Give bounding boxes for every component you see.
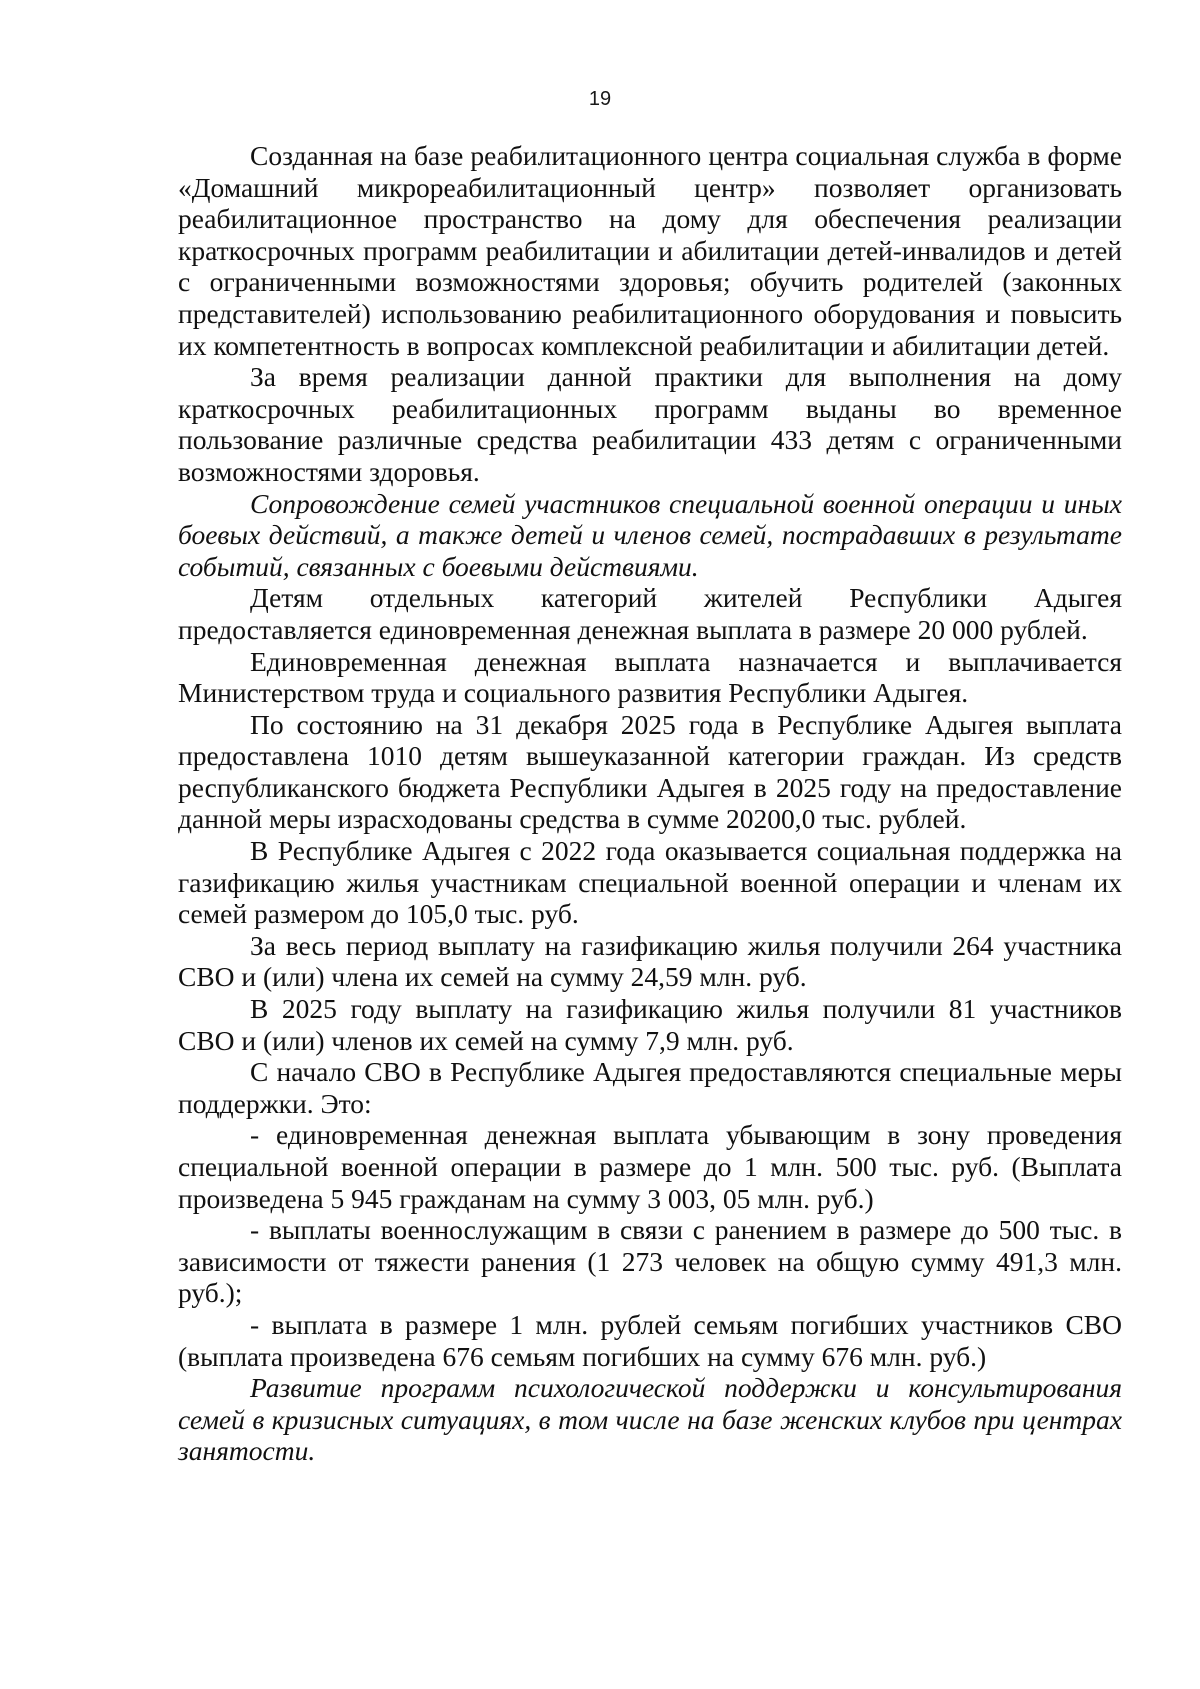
list-item-fallen-families-payment: - выплата в размере 1 млн. рублей семьям погибших участников СВО (выплата произведена 676 семьям погибших на сумму 676 млн. руб.) [178, 1308, 1122, 1372]
paragraph-gasification-total: За весь период выплату на газификацию жилья получили 264 участника СВО и (или) члена их семей на сумму 24,59 млн. руб. [178, 929, 1122, 993]
paragraph-special-measures-intro: С начало СВО в Республике Адыгея предоставляются специальные меры поддержки. Это: [178, 1056, 1122, 1119]
page-number: 19 [588, 88, 612, 110]
section-heading-svo-families: Сопровождение семей участников специальной военной операции и иных боевых действий, а также детей и членов семей, пострадавших в результате событий, связанных с боевыми действиями. [178, 487, 1122, 582]
paragraph-child-payment: Детям отдельных категорий жителей Республики Адыгея предоставляется единовременная денежная выплата в размере 20 000 рублей. [178, 582, 1122, 645]
list-item-injury-payment: - выплаты военнослужащим в связи с ранением в размере до 500 тыс. в зависимости от тяжести ранения (1 273 человек на общую сумму 491,3 млн. руб.); [178, 1214, 1122, 1309]
list-item-deployment-payment: - единовременная денежная выплата убывающим в зону проведения специальной военной операции в размере до 1 млн. 500 тыс. руб. (Выплата произведена 5 945 гражданам на сумму 3 003, 05 млн. руб.) [178, 1119, 1122, 1214]
paragraph-rehab-equipment: За время реализации данной практики для выполнения на дому краткосрочных реабилитационных программ выданы во временное пользование различные средства реабилитации 433 детям с ограниченными возможностями здоровья. [178, 361, 1122, 487]
document-body [178, 140, 1122, 1467]
paragraph-rehab-service: Созданная на базе реабилитационного центра социальная служба в форме «Домашний микрореабилитационный центр» позволяет организовать реабилитационное пространство на дому для обеспечения реализации краткосрочных программ реабилитации и абилитации детей-инвалидов и детей с ограниченными возможностями здоровья; обучить родителей (законных представителей) использованию реабилитационного оборудования и повысить их компетентность в вопросах комплексной реабилитации и абилитации детей. [178, 140, 1122, 361]
paragraph-gasification-2025: В 2025 году выплату на газификацию жилья получили 81 участников СВО и (или) членов их семей на сумму 7,9 млн. руб. [178, 993, 1122, 1056]
paragraph-payment-status-2025: По состоянию на 31 декабря 2025 года в Республике Адыгея выплата предоставлена 1010 детям вышеуказанной категории граждан. Из средств республиканского бюджета Республики Адыгея в 2025 году на предоставление данной меры израсходованы средства в сумме 20200,0 тыс. рублей. [178, 708, 1122, 835]
paragraph-gasification-support: В Республике Адыгея с 2022 года оказывается социальная поддержка на газификацию жилья участникам специальной военной операции и членам их семей размером до 105,0 тыс. руб. [178, 835, 1122, 930]
paragraph-payment-ministry: Единовременная денежная выплата назначается и выплачивается Министерством труда и социального развития Республики Адыгея. [178, 645, 1122, 709]
section-heading-psychological-support: Развитие программ психологической поддержки и консультирования семей в кризисных ситуациях, в том числе на базе женских клубов при центрах занятости. [178, 1372, 1122, 1467]
